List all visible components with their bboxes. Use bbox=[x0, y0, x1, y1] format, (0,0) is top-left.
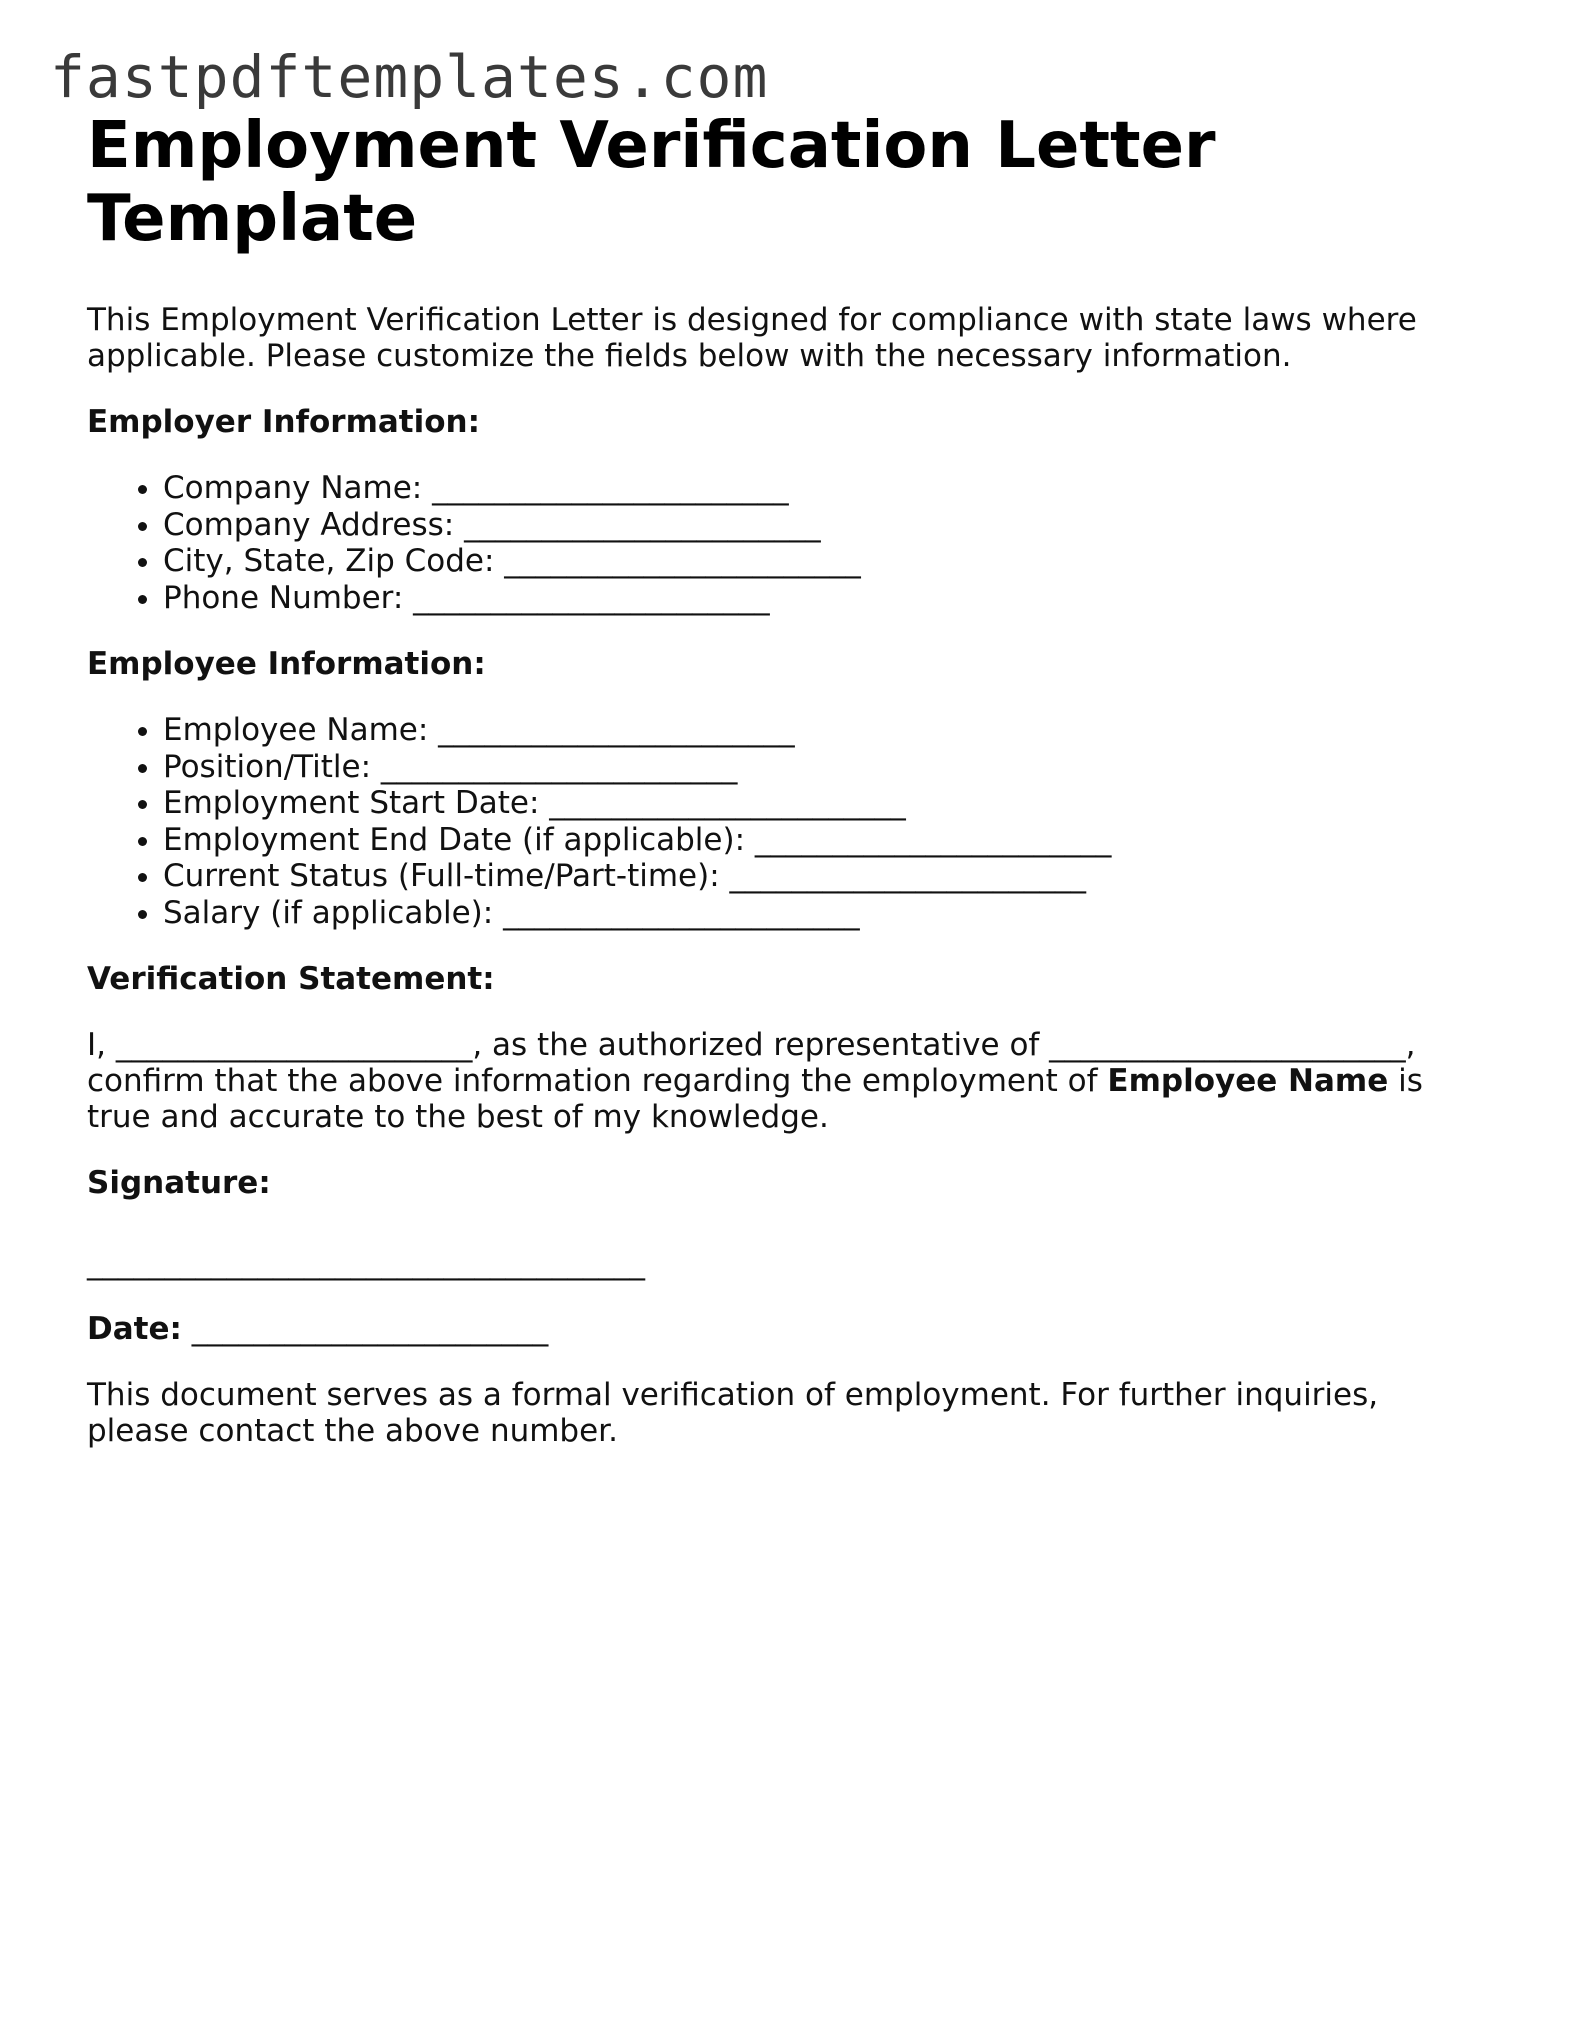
employer-information-heading: Employer Information: bbox=[87, 404, 481, 440]
date-line: _______________________ bbox=[191, 1311, 549, 1347]
date-field bbox=[87, 1311, 1487, 1347]
employee-field-position: • Position/Title: _______________________ bbox=[163, 749, 1487, 786]
employee-information-heading: Employee Information: bbox=[87, 646, 486, 682]
signature-heading: Signature: bbox=[87, 1165, 271, 1201]
document-page bbox=[87, 110, 1487, 1449]
signature-line: ____________________________________ bbox=[87, 1245, 645, 1281]
verification-employee-name: Employee Name bbox=[1107, 1063, 1389, 1099]
employee-field-salary: • Salary (if applicable): _______________________ bbox=[163, 895, 1487, 932]
employee-field-name: • Employee Name: _______________________ bbox=[163, 712, 1487, 749]
verification-statement-heading: Verification Statement: bbox=[87, 961, 495, 997]
employee-field-current-status: • Current Status (Full-time/Part-time): _______________________ bbox=[163, 858, 1487, 895]
verification-statement-text bbox=[87, 1027, 1487, 1135]
watermark-text: fastpdftemplates.com bbox=[50, 43, 769, 111]
document-title: Employment Verification Letter Template bbox=[87, 109, 1216, 256]
verification-text-after: is true and accurate to the best of my knowledge. bbox=[87, 1063, 1423, 1135]
employee-field-end-date: • Employment End Date (if applicable): _______________________ bbox=[163, 822, 1487, 859]
employee-information-list bbox=[87, 712, 1487, 931]
verification-text-before: I, _______________________, as the authorized representative of _______________________, confirm that the above information regarding the employment of bbox=[87, 1027, 1416, 1099]
employer-information-list bbox=[87, 470, 1487, 616]
employer-field-city-state-zip: • City, State, Zip Code: _______________________ bbox=[163, 543, 1487, 580]
date-label: Date: bbox=[87, 1311, 182, 1347]
employer-field-company-address: • Company Address: _______________________ bbox=[163, 507, 1487, 544]
employee-field-start-date: • Employment Start Date: _______________________ bbox=[163, 785, 1487, 822]
employer-field-phone-number: • Phone Number: _______________________ bbox=[163, 580, 1487, 617]
intro-paragraph: This Employment Verification Letter is designed for compliance with state laws where applicable. Please customize the fields below with the necessary information. bbox=[87, 302, 1417, 374]
closing-paragraph: This document serves as a formal verification of employment. For further inquiries, please contact the above number. bbox=[87, 1377, 1379, 1449]
employer-field-company-name: • Company Name: _______________________ bbox=[163, 470, 1487, 507]
